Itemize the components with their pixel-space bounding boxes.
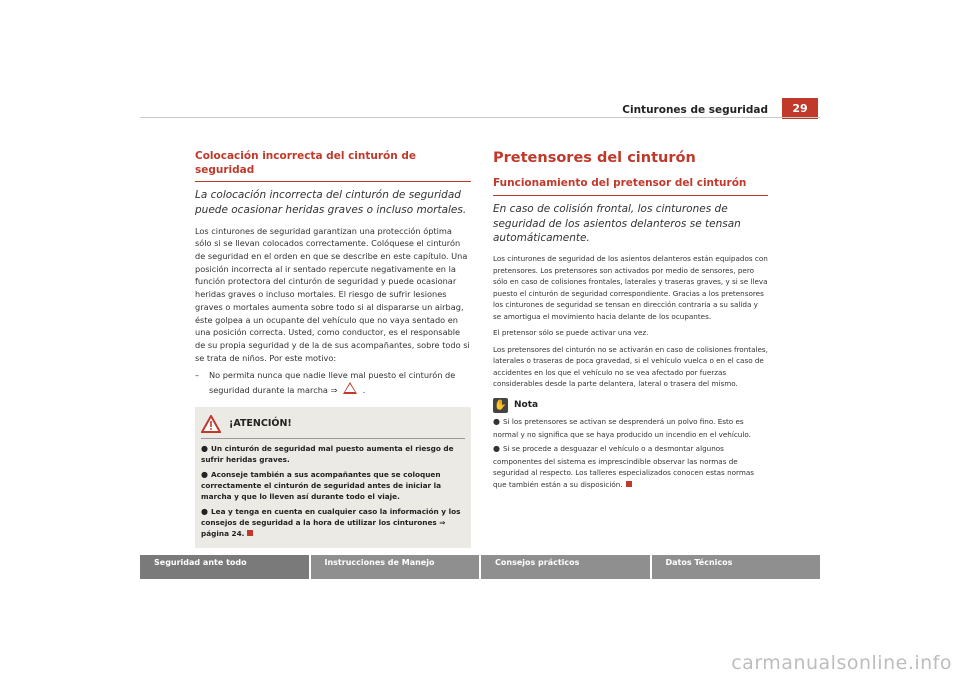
watermark: carmanualsonline.info xyxy=(731,652,952,674)
warning-title: ¡ATENCIÓN! xyxy=(229,418,292,430)
warning-item xyxy=(201,443,465,466)
bullet-icon: ● xyxy=(493,416,500,426)
warning-item xyxy=(201,469,465,503)
right-column xyxy=(493,150,768,493)
end-of-section-icon xyxy=(247,530,253,536)
page-number: 29 xyxy=(782,98,818,119)
dash-list-item xyxy=(195,369,471,396)
end-of-section-icon xyxy=(626,481,632,487)
bullet-icon: ● xyxy=(201,469,208,479)
left-column xyxy=(195,150,471,548)
footer-navigation xyxy=(140,555,820,579)
section-title-pretensioner: Funcionamiento del pretensor del cinturón xyxy=(493,177,768,196)
section-title-incorrect-belt: Colocación incorrecta del cinturón de seguridad xyxy=(195,150,471,182)
chapter-title: Pretensores del cinturón xyxy=(493,150,696,166)
dash-item-end: . xyxy=(362,385,366,396)
footer-tab-datos[interactable]: Datos Técnicos xyxy=(652,555,821,579)
section-intro: En caso de colisión frontal, los cinturones de seguridad de los asientos delanteros se tensan automáticamente. xyxy=(493,203,741,245)
note-title: Nota xyxy=(514,400,539,411)
warning-header xyxy=(201,415,465,433)
warning-triangle-icon xyxy=(201,415,221,433)
note-item-text: Si se procede a desguazar el vehículo o a desmontar algunos componentes del sistema es imprescindible observar las normas de seguridad al respecto. Los talleres especializados conocen estas normas que también están a su disposición. xyxy=(493,444,755,489)
body-paragraph: El pretensor sólo se puede activar una vez. xyxy=(493,328,649,338)
note-item xyxy=(493,443,768,490)
note-header xyxy=(493,398,768,413)
warning-reference-icon[interactable] xyxy=(343,382,357,394)
body-paragraph: Los cinturones de seguridad de los asientos delanteros están equipados con pretensores. Los pretensores son activados por medio de sensores, pero sólo en caso de colisiones frontales, laterales y traseras graves, y si se lleva puesto el cinturón de seguridad correspondiente. Gracias a los pretensores los cinturones de seguridad se tensan en dirección contraria a su salida y se amortigua el movimiento hacia delante de los ocupantes. xyxy=(493,254,768,321)
footer-tab-instrucciones[interactable]: Instrucciones de Manejo xyxy=(311,555,480,579)
footer-tab-seguridad[interactable]: Seguridad ante todo xyxy=(140,555,309,579)
note-hand-icon: ✋ xyxy=(494,399,507,411)
bullet-icon: ● xyxy=(201,506,208,516)
bullet-icon: ● xyxy=(493,444,500,454)
body-paragraph: Los pretensores del cinturón no se activarán en caso de colisiones frontales, laterales o traseras de poca gravedad, si el vehículo vuelca o en el caso de accidentes en los que el vehículo no se vea afectado por fuerzas considerables desde la parte delantera, lateral o trasera del mismo. xyxy=(493,344,768,389)
dash-marker: – xyxy=(195,370,200,381)
footer-tab-consejos[interactable]: Consejos prácticos xyxy=(481,555,650,579)
warning-item-text: Un cinturón de seguridad mal puesto aumenta el riesgo de sufrir heridas graves. xyxy=(201,443,454,464)
section-intro: La colocación incorrecta del cinturón de seguridad puede ocasionar heridas graves o incluso mortales. xyxy=(195,189,467,216)
warning-divider xyxy=(201,438,465,439)
warning-item-text[interactable]: Lea y tenga en cuenta en cualquier caso la información y los consejos de seguridad a la hora de utilizar los cinturones ⇒ página 24. xyxy=(201,506,461,538)
warning-item xyxy=(201,506,465,540)
note-item-text: Si los pretensores se activan se desprenderá un polvo fino. Esto es normal y no significa que se haya producido un incendio en el vehículo. xyxy=(493,416,751,439)
note-item xyxy=(493,416,768,440)
warning-box xyxy=(195,407,471,549)
warning-item-text: Aconseje también a sus acompañantes que se coloquen correctamente el cinturón de seguridad antes de iniciar la marcha y que lo lleven así durante todo el viaje. xyxy=(201,469,442,501)
running-header: Cinturones de seguridad xyxy=(622,104,768,116)
body-paragraph: Los cinturones de seguridad garantizan una protección óptima sólo si se llevan colocados correctamente. Colóquese el cinturón de seguridad en el orden en que se describe en este capítulo. Una posición incorrecta al ir sentado repercute negativamente en la función protectora del cinturón de seguridad y puede ocasionar heridas graves o incluso mortales. El riesgo de sufrir lesiones graves o mortales aumenta sobre todo si al dispararse un airbag, éste golpea a un ocupante del vehículo que no vaya sentado en una posición correcta. Usted, como conductor, es el responsable de su propia seguridad y de la de sus acompañantes, sobre todo si se trata de niños. Por este motivo: xyxy=(195,225,470,363)
bullet-icon: ● xyxy=(201,443,208,453)
dash-item-text: No permita nunca que nadie lleve mal puesto el cinturón de seguridad durante la marcha ⇒ xyxy=(209,370,456,396)
header-divider xyxy=(140,117,820,118)
